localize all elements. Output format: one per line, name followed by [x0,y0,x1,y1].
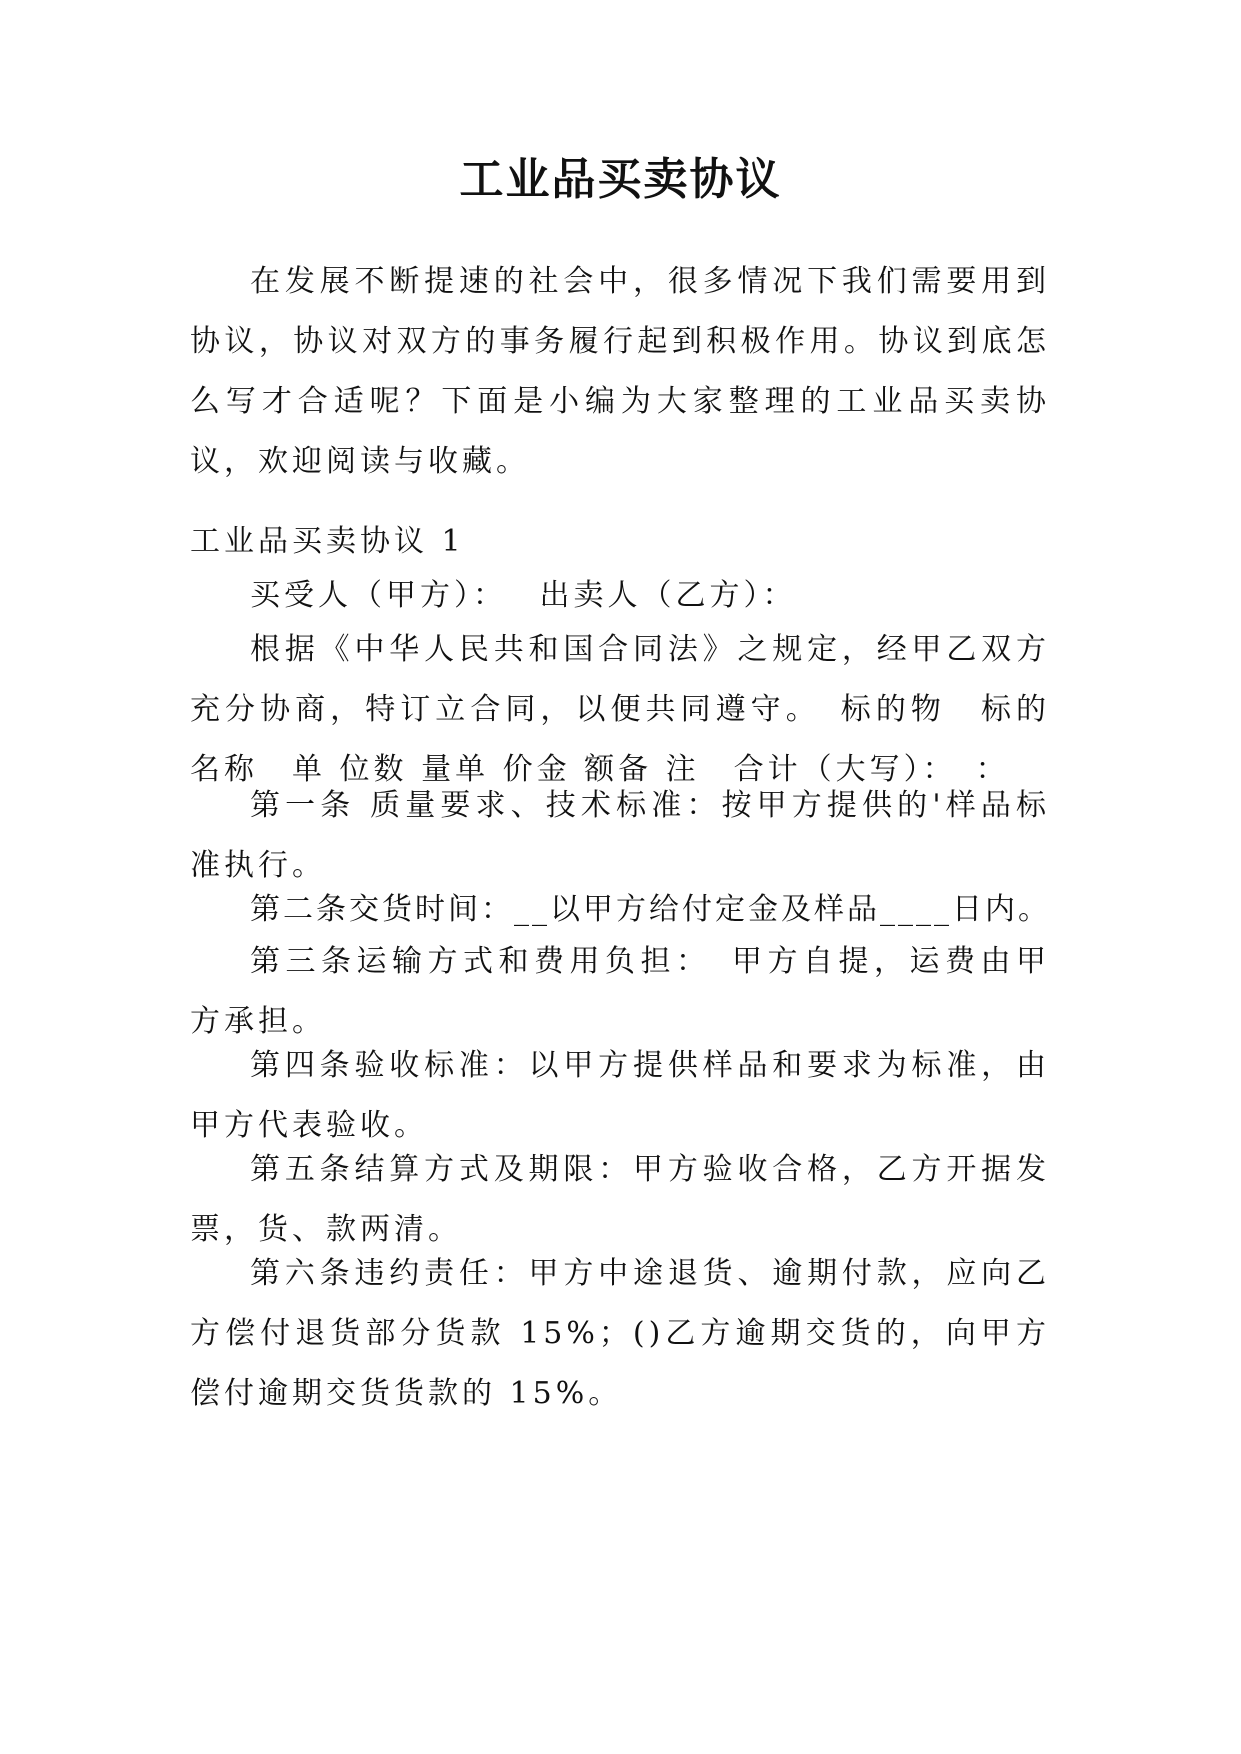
article-4: 第四条验收标准：以甲方提供样品和要求为标准，由甲方代表验收。 [190,1048,1050,1143]
parties-line: 买受人（甲方）： 出卖人（乙方）： [250,578,797,613]
section-heading: 工业品买卖协议 1 [190,524,465,559]
article-6: 第六条违约责任：甲方中途退货、逾期付款，应向乙方偿付退货部分货款 15%；()乙方逾期交货的，向甲方偿付逾期交货货款的 15%。 [190,1256,1050,1411]
article-2: 第二条交货时间：__以甲方给付定金及样品____日内。 [250,892,1051,927]
document-title: 工业品买卖协议 [459,154,782,205]
article-5: 第五条结算方式及期限：甲方验收合格，乙方开据发票，货、款两清。 [190,1152,1050,1247]
intro-paragraph: 在发展不断提速的社会中，很多情况下我们需要用到协议，协议对双方的事务履行起到积极作用。协议到底怎么写才合适呢？下面是小编为大家整理的工业品买卖协议，欢迎阅读与收藏。 [190,264,1050,479]
basis-paragraph: 根据《中华人民共和国合同法》之规定，经甲乙双方充分协商，特订立合同，以便共同遵守。 标的物 标的名称 单 位数 量单 价金 额备 注 合计（大写）： ： [190,632,1050,787]
article-3: 第三条运输方式和费用负担： 甲方自提，运费由甲方承担。 [190,944,1050,1039]
article-1: 第一条 质量要求、技术标准：按甲方提供的'样品标准执行。 [190,788,1050,883]
